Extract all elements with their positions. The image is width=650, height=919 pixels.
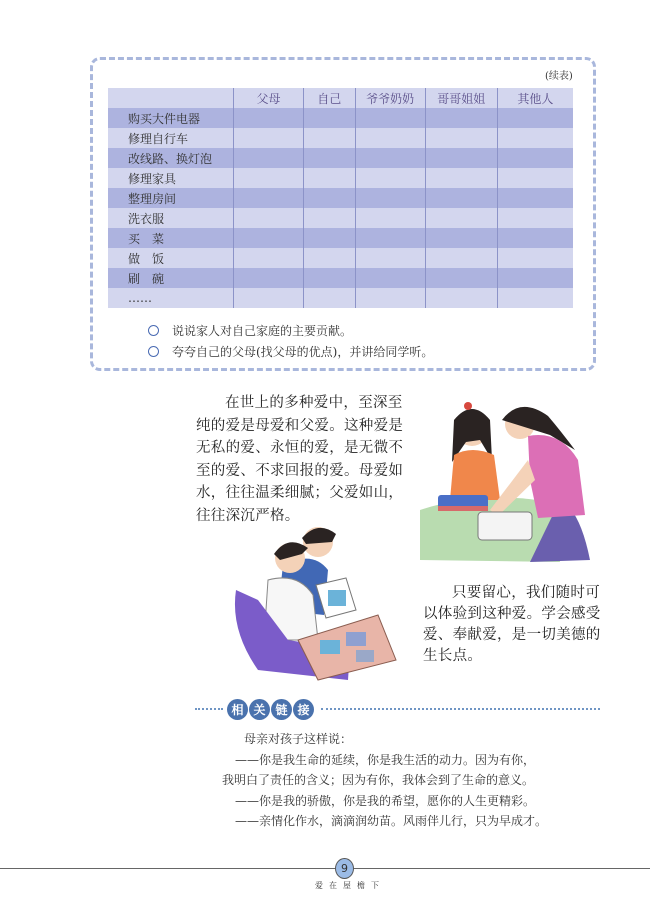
table-cell bbox=[425, 288, 497, 308]
table-cell bbox=[355, 188, 425, 208]
row-label: 买 菜 bbox=[108, 228, 233, 248]
table-cell bbox=[233, 228, 303, 248]
quote-line: ——亲情化作水，滴滴润幼苗。风雨伴儿行，只为早成才。 bbox=[235, 814, 548, 828]
table-cell bbox=[497, 188, 573, 208]
dotted-divider bbox=[321, 708, 600, 710]
table-cell bbox=[497, 128, 573, 148]
table-row bbox=[108, 108, 573, 128]
table-cell bbox=[355, 268, 425, 288]
body-paragraph-2: 只要留心，我们随时可以体验到这种爱。学会感受爱、奉献爱，是一切美德的生长点。 bbox=[423, 585, 601, 664]
table-header: 爷爷奶奶 bbox=[355, 88, 425, 108]
row-label: 购买大件电器 bbox=[108, 108, 233, 128]
table-header: 哥哥姐姐 bbox=[425, 88, 497, 108]
table-cell bbox=[497, 248, 573, 268]
bullet-text: 说说家人对自己家庭的主要贡献。 bbox=[172, 324, 353, 338]
table-cell bbox=[233, 148, 303, 168]
table-cell bbox=[233, 288, 303, 308]
bullet-text: 夸夸自己的父母(找父母的优点)，并讲给同学听。 bbox=[172, 345, 434, 359]
row-label: 整理房间 bbox=[108, 188, 233, 208]
table-row bbox=[108, 188, 573, 208]
row-label: 修理自行车 bbox=[108, 128, 233, 148]
row-label: 改线路、换灯泡 bbox=[108, 148, 233, 168]
table-header: 其他人 bbox=[497, 88, 573, 108]
table-cell bbox=[304, 268, 355, 288]
related-badge: 链 bbox=[271, 699, 292, 720]
table-cell bbox=[233, 128, 303, 148]
table-row bbox=[108, 248, 573, 268]
row-label: 洗衣服 bbox=[108, 208, 233, 228]
related-badge: 关 bbox=[249, 699, 270, 720]
quote-line: ——你是我的骄傲，你是我的希望，愿你的人生更精彩。 bbox=[235, 793, 536, 808]
related-links-header bbox=[195, 700, 600, 718]
table-row bbox=[108, 288, 573, 308]
table-header: 父母 bbox=[233, 88, 303, 108]
circle-bullet-icon bbox=[148, 346, 159, 357]
table-cell bbox=[355, 128, 425, 148]
contribution-table bbox=[108, 88, 573, 308]
table-cell bbox=[304, 228, 355, 248]
table-header bbox=[108, 88, 233, 108]
table-cell bbox=[233, 268, 303, 288]
table-cell bbox=[355, 148, 425, 168]
table-cell bbox=[425, 228, 497, 248]
row-label: 修理家具 bbox=[108, 168, 233, 188]
circle-bullet-icon bbox=[148, 325, 159, 336]
table-row bbox=[108, 168, 573, 188]
table-cell bbox=[355, 228, 425, 248]
table-cell bbox=[425, 248, 497, 268]
table-cell bbox=[497, 208, 573, 228]
table-cell bbox=[304, 148, 355, 168]
table-cell bbox=[355, 288, 425, 308]
table-cell bbox=[425, 128, 497, 148]
quote-line: 母亲对孩子这样说： bbox=[244, 732, 353, 746]
quote-line: 我明白了责任的含义；因为有你，我体会到了生命的意义。 bbox=[222, 773, 535, 787]
table-cell bbox=[304, 248, 355, 268]
table-cell bbox=[497, 288, 573, 308]
table-header: 自己 bbox=[304, 88, 355, 108]
table-cell bbox=[233, 168, 303, 188]
table-row bbox=[108, 268, 573, 288]
table-cell bbox=[425, 168, 497, 188]
table-cell bbox=[425, 148, 497, 168]
row-label: 做 饭 bbox=[108, 248, 233, 268]
table-cell bbox=[425, 268, 497, 288]
table-row bbox=[108, 148, 573, 168]
row-label: 刷 碗 bbox=[108, 268, 233, 288]
table-row bbox=[108, 208, 573, 228]
table-cell bbox=[355, 168, 425, 188]
table-cell bbox=[233, 188, 303, 208]
table-row bbox=[108, 128, 573, 148]
quote-line: ——你是我生命的延续，你是我生活的动力。因为有你， bbox=[235, 752, 536, 767]
table-cell bbox=[304, 108, 355, 128]
table-cell bbox=[233, 108, 303, 128]
table-cell bbox=[497, 168, 573, 188]
activity-bullets bbox=[148, 320, 433, 362]
table-cell bbox=[304, 168, 355, 188]
table-cell bbox=[425, 208, 497, 228]
table-cell bbox=[355, 248, 425, 268]
table-header-row bbox=[108, 88, 573, 108]
related-badge: 接 bbox=[293, 699, 314, 720]
table-cell bbox=[425, 108, 497, 128]
table-cell bbox=[497, 108, 573, 128]
table-cell bbox=[304, 208, 355, 228]
continued-label: (续表) bbox=[545, 71, 573, 82]
table-cell bbox=[497, 148, 573, 168]
dotted-divider bbox=[195, 708, 223, 710]
table-cell bbox=[497, 228, 573, 248]
table-cell bbox=[497, 268, 573, 288]
body-paragraph-1: 在世上的多种爱中，至深至纯的爱是母爱和父爱。这种爱是无私的爱、永恒的爱，是无微不至的爱、不求回报的爱。母爱如水，往往温柔细腻；父爱如山，往往深沉严格。 bbox=[196, 395, 404, 524]
table-cell bbox=[233, 248, 303, 268]
table-row bbox=[108, 228, 573, 248]
related-quote bbox=[222, 729, 592, 832]
table-cell bbox=[355, 108, 425, 128]
bullet-item bbox=[148, 320, 433, 341]
related-badge: 相 bbox=[227, 699, 248, 720]
row-label: …… bbox=[108, 288, 233, 308]
table-cell bbox=[304, 288, 355, 308]
mother-daughter-illustration-icon bbox=[420, 390, 600, 562]
table-cell bbox=[304, 128, 355, 148]
table-cell bbox=[355, 208, 425, 228]
table-cell bbox=[233, 208, 303, 228]
footer-chapter-title: 爱在屋檐下 bbox=[315, 881, 385, 890]
footer-rule bbox=[0, 868, 650, 869]
page-number: 9 bbox=[335, 858, 354, 879]
table-cell bbox=[304, 188, 355, 208]
father-son-illustration-icon bbox=[228, 520, 413, 685]
table-cell bbox=[425, 188, 497, 208]
bullet-item bbox=[148, 341, 433, 362]
